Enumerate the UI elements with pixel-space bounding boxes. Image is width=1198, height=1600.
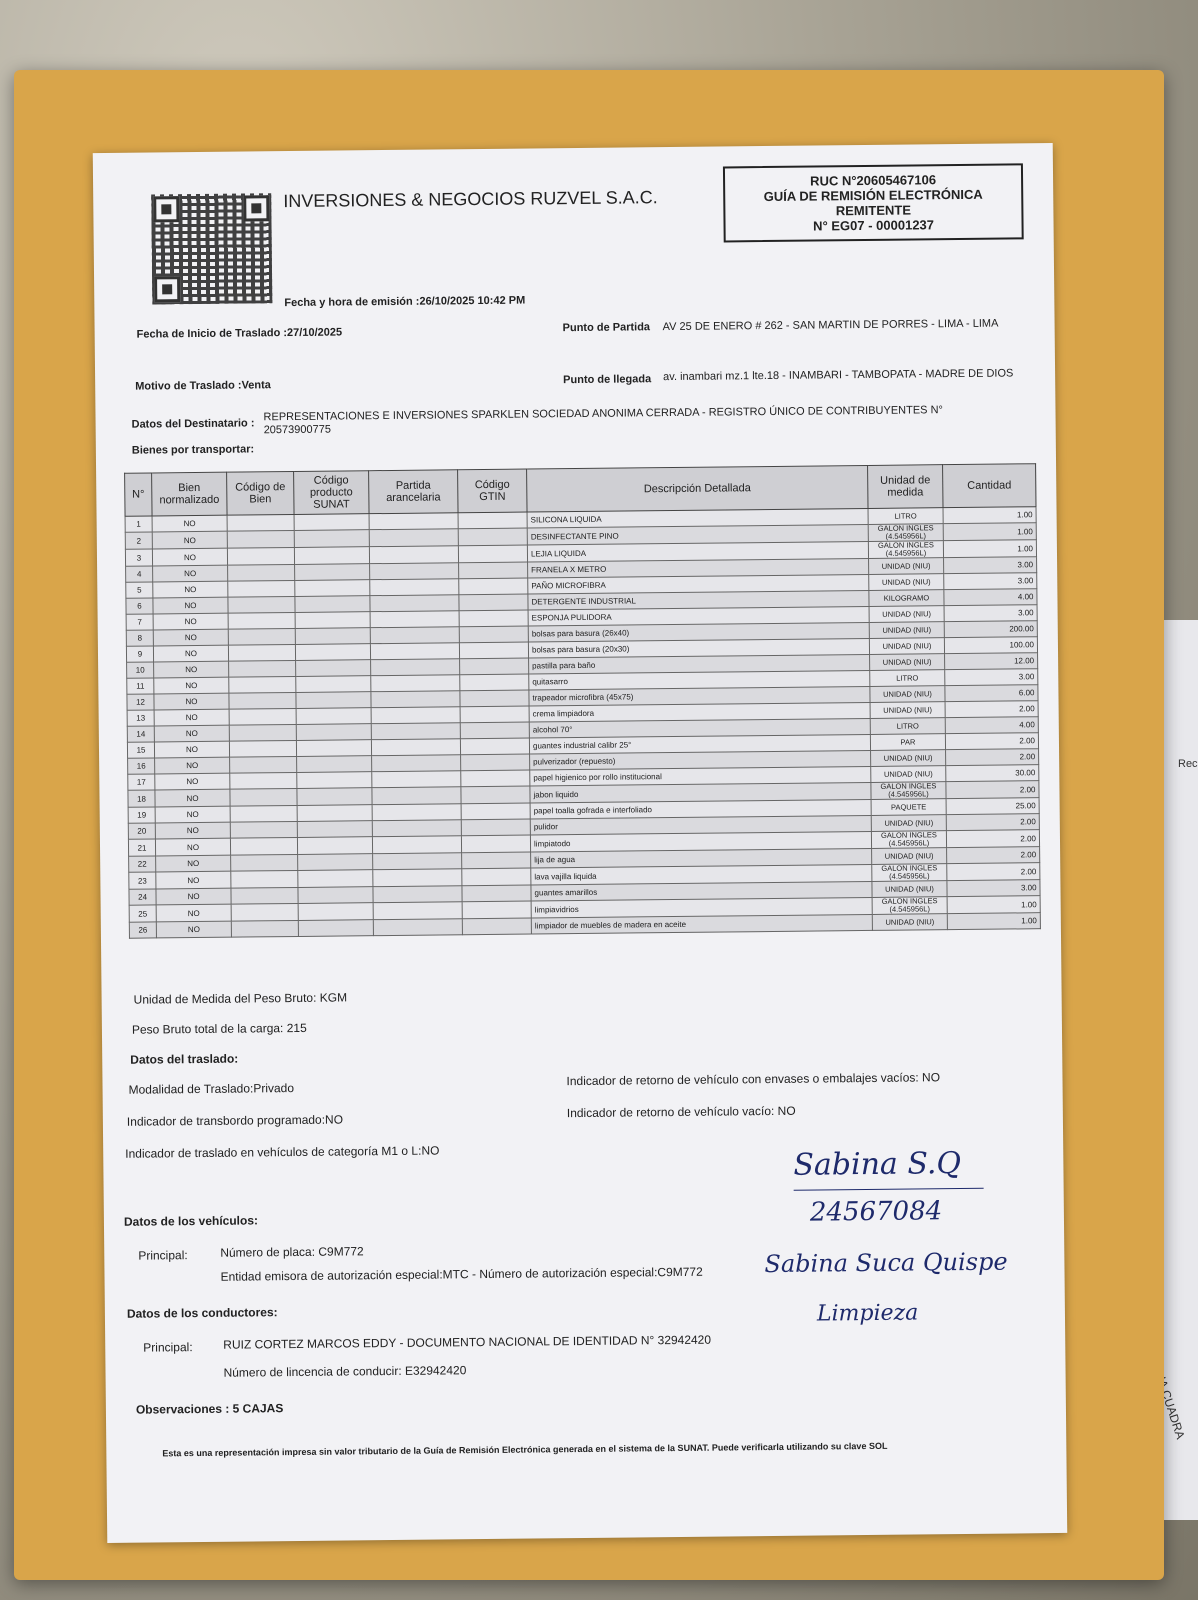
row-sunat-code	[295, 580, 370, 597]
row-sunat-code	[298, 903, 373, 921]
row-description: DESINFECTANTE PINO	[527, 524, 868, 545]
ruc-number: RUC N°20605467106	[810, 172, 937, 189]
row-quantity: 2.00	[947, 847, 1040, 864]
row-gtin	[460, 722, 529, 739]
qr-code	[151, 193, 272, 304]
side-text-vertical: CUADRA	[1158, 1388, 1188, 1441]
row-unit: UNIDAD (NIU)	[871, 815, 946, 832]
row-gtin	[462, 868, 531, 886]
row-sunat-code	[294, 547, 369, 565]
row-code	[231, 920, 298, 937]
row-number: 7	[126, 614, 153, 630]
row-unit: LITRO	[870, 718, 945, 735]
row-unit: UNIDAD (NIU)	[870, 702, 945, 719]
row-code	[227, 514, 294, 531]
handwritten-signature: Sabina S.Q	[793, 1146, 962, 1183]
row-description: crema limpiadora	[529, 702, 870, 722]
row-code	[229, 692, 296, 709]
emission-date: Fecha y hora de emisión :26/10/2025 10:42 PM	[284, 294, 526, 310]
row-description: pastilla para baño	[529, 654, 870, 674]
row-gtin	[459, 626, 528, 643]
row-code	[230, 788, 297, 806]
row-number: 9	[126, 646, 153, 662]
row-description: papel toalla gofrada e interfoliado	[530, 799, 871, 819]
transfer-start-date: Fecha de Inicio de Traslado :27/10/2025	[136, 326, 343, 341]
row-sunat-code	[294, 514, 369, 531]
row-normalized: NO	[156, 855, 231, 872]
row-number: 24	[129, 889, 156, 905]
row-number: 5	[126, 582, 153, 598]
transfer-data-heading: Datos del traslado:	[130, 1051, 239, 1067]
row-tariff	[373, 853, 462, 870]
row-quantity: 1.00	[947, 896, 1040, 914]
col-code: Código de Bien	[227, 471, 294, 515]
row-quantity: 2.00	[946, 781, 1039, 799]
row-normalized: NO	[152, 515, 227, 532]
row-description: alcohol 70°	[529, 718, 870, 738]
row-sunat-code	[298, 870, 373, 888]
row-sunat-code	[295, 628, 370, 645]
row-sunat-code	[298, 887, 373, 904]
row-quantity: 100.00	[944, 637, 1037, 654]
row-description: bolsas para basura (20x30)	[528, 638, 869, 658]
gross-weight-unit: Unidad de Medida del Peso Bruto: KGM	[133, 990, 348, 1007]
row-quantity: 3.00	[944, 557, 1037, 574]
row-sunat-code	[296, 676, 371, 693]
row-description: limpiatodo	[530, 831, 871, 852]
side-text-rec: Rec	[1178, 758, 1198, 770]
row-quantity: 3.00	[944, 573, 1037, 590]
row-tariff	[370, 595, 459, 612]
row-quantity: 1.00	[947, 913, 1040, 930]
row-number: 23	[129, 872, 156, 889]
row-number: 20	[128, 823, 155, 839]
row-unit: PAR	[870, 734, 945, 751]
row-normalized: NO	[156, 888, 231, 905]
row-gtin	[461, 786, 530, 804]
row-quantity: 6.00	[945, 685, 1038, 702]
recipient: REPRESENTACIONES E INVERSIONES SPARKLEN SOCIEDAD ANONIMA CERRADA - REGISTRO ÚNICO DE CONTRIBUYENTES N° 20573900775	[263, 404, 943, 437]
col-normalized: Bien normalizado	[152, 472, 227, 516]
row-description: papel higienico por rollo institucional	[530, 766, 871, 786]
row-sunat-code	[295, 612, 370, 629]
col-number: N°	[125, 473, 152, 516]
row-sunat-code	[297, 772, 372, 789]
row-number: 22	[129, 856, 156, 872]
row-code	[230, 772, 297, 789]
row-quantity: 4.00	[945, 717, 1038, 734]
row-normalized: NO	[153, 581, 228, 598]
row-code	[229, 660, 296, 677]
row-code	[229, 708, 296, 725]
driver-name: RUIZ CORTEZ MARCOS EDDY - DOCUMENTO NACIONAL DE IDENTIDAD N° 32942420	[223, 1332, 712, 1352]
doc-subtype: REMITENTE	[835, 202, 912, 219]
row-number: 17	[128, 774, 155, 790]
row-unit: UNIDAD (NIU)	[869, 606, 944, 623]
row-code	[228, 628, 295, 645]
row-code	[228, 612, 295, 629]
destination-label: Punto de llegada	[563, 373, 652, 387]
row-number: 25	[129, 905, 156, 922]
row-code	[231, 870, 298, 888]
company-name: INVERSIONES & NEGOCIOS RUZVEL S.A.C.	[283, 187, 658, 212]
row-code	[230, 821, 297, 838]
row-code	[227, 530, 294, 548]
row-number: 11	[127, 678, 154, 694]
row-tariff	[372, 804, 461, 821]
special-authorization: Entidad emisora de autorización especial:MTC - Número de autorización especial:C9M772	[220, 1264, 703, 1284]
plate-number: Número de placa: C9M772	[220, 1244, 364, 1260]
row-sunat-code	[297, 756, 372, 773]
row-gtin	[462, 885, 531, 902]
row-unit: UNIDAD (NIU)	[870, 686, 945, 703]
row-number: 3	[125, 549, 152, 566]
row-normalized: NO	[155, 773, 230, 790]
row-number: 4	[126, 566, 153, 582]
row-gtin	[462, 901, 531, 919]
row-number: 10	[127, 662, 154, 678]
row-quantity: 2.00	[947, 863, 1040, 881]
row-tariff	[371, 723, 460, 740]
row-gtin	[459, 562, 528, 579]
transfer-mode: Modalidad de Traslado:Privado	[128, 1081, 295, 1097]
row-quantity: 30.00	[946, 765, 1039, 782]
row-description: limpiador de muebles de madera en aceite	[531, 914, 872, 934]
row-sunat-code	[296, 724, 371, 741]
col-quantity: Cantidad	[943, 464, 1036, 508]
row-sunat-code	[297, 821, 372, 838]
row-gtin	[459, 642, 528, 659]
row-gtin	[460, 658, 529, 675]
row-tariff	[369, 546, 458, 564]
row-tariff	[372, 836, 461, 854]
row-quantity: 4.00	[944, 589, 1037, 606]
row-number: 16	[128, 758, 155, 774]
col-unit: Unidad de medida	[868, 465, 943, 509]
goods-label: Bienes por transportar:	[131, 443, 255, 457]
row-normalized: NO	[155, 822, 230, 839]
row-unit: GALON INGLES (4.545956L)	[871, 782, 946, 800]
row-code	[229, 676, 296, 693]
gross-weight-total: Peso Bruto total de la carga: 215	[131, 1020, 307, 1037]
transfer-reason: Motivo de Traslado :Venta	[135, 379, 271, 393]
vehicles-heading: Datos de los vehículos:	[123, 1213, 259, 1229]
row-normalized: NO	[154, 677, 229, 694]
row-normalized: NO	[154, 693, 229, 710]
row-tariff	[373, 919, 462, 936]
row-description: limpiavidrios	[531, 897, 872, 918]
row-description: guantes industrial calibr 25°	[529, 734, 870, 754]
row-description: pulidor	[530, 815, 871, 835]
row-code	[228, 580, 295, 597]
row-number: 1	[125, 516, 152, 532]
row-description: lava vajilla liquida	[531, 864, 872, 885]
vehicle-category: Indicador de traslado en vehículos de categoría M1 o L:NO	[125, 1143, 440, 1161]
row-number: 6	[126, 598, 153, 614]
items-table	[124, 463, 1041, 939]
row-quantity: 2.00	[945, 701, 1038, 718]
row-number: 2	[125, 532, 152, 549]
row-normalized: NO	[153, 565, 228, 582]
row-number: 19	[128, 807, 155, 823]
row-gtin	[458, 545, 527, 563]
handwritten-name: Sabina Suca Quispe	[764, 1247, 1008, 1279]
driver-license: Número de lincencia de conducir: E32942420	[223, 1363, 467, 1380]
row-number: 21	[128, 839, 155, 856]
row-normalized: NO	[155, 757, 230, 774]
row-unit: LITRO	[870, 670, 945, 687]
row-sunat-code	[296, 660, 371, 677]
row-code	[228, 564, 295, 581]
row-tariff	[372, 771, 461, 788]
row-code	[231, 903, 298, 921]
doc-type: GUÍA DE REMISIÓN ELECTRÓNICA	[763, 186, 983, 205]
row-quantity: 12.00	[945, 653, 1038, 670]
row-normalized: NO	[154, 725, 229, 742]
row-unit: UNIDAD (NIU)	[872, 914, 947, 931]
row-tariff	[371, 659, 460, 676]
row-description: PAÑO MICROFIBRA	[528, 574, 869, 594]
row-tariff	[372, 820, 461, 837]
row-description: trapeador microfibra (45x75)	[529, 686, 870, 706]
row-normalized: NO	[153, 629, 228, 646]
row-code	[231, 887, 298, 904]
row-unit: UNIDAD (NIU)	[869, 638, 944, 655]
handwritten-role: Limpieza	[816, 1300, 919, 1327]
row-quantity: 1.00	[943, 507, 1036, 524]
row-tariff	[370, 627, 459, 644]
col-description: Descripción Detallada	[527, 465, 868, 512]
driver-principal-label: Principal:	[143, 1340, 193, 1355]
row-unit: UNIDAD (NIU)	[871, 766, 946, 783]
signature-underline	[794, 1188, 984, 1191]
row-description: DETERGENTE INDUSTRIAL	[528, 590, 869, 610]
row-tariff	[371, 675, 460, 692]
row-gtin	[461, 754, 530, 771]
row-description: quitasarro	[529, 670, 870, 690]
row-unit: GALON INGLES (4.545956L)	[871, 831, 946, 849]
row-unit: UNIDAD (NIU)	[869, 558, 944, 575]
row-normalized: NO	[155, 789, 230, 807]
row-unit: KILOGRAMO	[869, 590, 944, 607]
row-sunat-code	[298, 920, 373, 937]
row-tariff	[369, 529, 458, 547]
row-number: 8	[126, 630, 153, 646]
row-normalized: NO	[155, 838, 230, 856]
row-sunat-code	[295, 644, 370, 661]
row-number: 18	[128, 790, 155, 807]
col-gtin: Código GTIN	[458, 469, 527, 513]
row-number: 14	[127, 726, 154, 742]
row-tariff	[371, 707, 460, 724]
row-description: SILICONA LIQUIDA	[527, 508, 868, 528]
ruc-box	[723, 163, 1024, 242]
row-gtin	[461, 770, 530, 787]
row-tariff	[371, 739, 460, 756]
row-unit: GALON INGLES (4.545956L)	[868, 541, 943, 559]
row-normalized: NO	[153, 645, 228, 662]
row-quantity: 1.00	[943, 540, 1036, 558]
row-normalized: NO	[154, 661, 229, 678]
row-quantity: 3.00	[944, 605, 1037, 622]
destination-address: av. inambari mz.1 lte.18 - INAMBARI - TAMBOPATA - MADRE DE DIOS	[663, 367, 1014, 384]
row-number: 12	[127, 694, 154, 710]
row-tariff	[370, 579, 459, 596]
row-gtin	[460, 690, 529, 707]
return-empty: Indicador de retorno de vehículo vacío: NO	[566, 1103, 796, 1121]
row-code	[230, 756, 297, 773]
row-description: guantes amarillos	[531, 881, 872, 901]
row-description: pulverizador (repuesto)	[530, 750, 871, 770]
row-gtin	[458, 512, 527, 529]
row-unit: UNIDAD (NIU)	[872, 881, 947, 898]
row-sunat-code	[298, 854, 373, 871]
row-number: 15	[127, 742, 154, 758]
row-normalized: NO	[152, 531, 227, 549]
row-tariff	[371, 691, 460, 708]
recipient-label: Datos del Destinatario :	[131, 417, 255, 431]
row-sunat-code	[296, 740, 371, 757]
col-sunat-code: Código producto SUNAT	[294, 471, 369, 515]
row-gtin	[461, 803, 530, 820]
row-gtin	[459, 578, 528, 595]
row-unit: UNIDAD (NIU)	[869, 622, 944, 639]
row-description: lija de agua	[531, 848, 872, 868]
row-quantity: 200.00	[944, 621, 1037, 638]
row-normalized: NO	[154, 709, 229, 726]
row-tariff	[370, 643, 459, 660]
row-unit: LITRO	[868, 508, 943, 525]
row-unit: PAQUETE	[871, 799, 946, 816]
transshipment: Indicador de transbordo programado:NO	[126, 1112, 344, 1129]
row-sunat-code	[297, 788, 372, 806]
row-code	[230, 837, 297, 855]
row-normalized: NO	[155, 806, 230, 823]
row-description: FRANELA X METRO	[528, 558, 869, 578]
row-sunat-code	[297, 837, 372, 855]
row-quantity: 25.00	[946, 798, 1039, 815]
row-normalized: NO	[156, 904, 231, 922]
row-unit: UNIDAD (NIU)	[870, 654, 945, 671]
row-gtin	[458, 528, 527, 546]
row-normalized: NO	[156, 921, 231, 938]
row-quantity: 2.00	[946, 814, 1039, 831]
row-code	[230, 805, 297, 822]
row-gtin	[462, 852, 531, 869]
row-gtin	[460, 674, 529, 691]
row-unit: GALON INGLES (4.545956L)	[872, 864, 947, 882]
row-code	[231, 854, 298, 871]
origin-label: Punto de Partida	[562, 321, 651, 335]
row-quantity: 3.00	[947, 880, 1040, 897]
observations: Observaciones : 5 CAJAS	[135, 1401, 284, 1417]
row-normalized: NO	[154, 741, 229, 758]
row-description: ESPONJA PULIDORA	[528, 606, 869, 626]
row-quantity: 2.00	[945, 733, 1038, 750]
row-normalized: NO	[152, 548, 227, 566]
row-code	[228, 644, 295, 661]
row-gtin	[462, 918, 531, 935]
row-tariff	[373, 869, 462, 887]
row-gtin	[461, 835, 530, 853]
row-gtin	[459, 610, 528, 627]
row-code	[229, 724, 296, 741]
row-tariff	[370, 611, 459, 628]
row-gtin	[460, 738, 529, 755]
row-tariff	[369, 513, 458, 530]
return-containers: Indicador de retorno de vehículo con envases o embalajes vacíos: NO	[566, 1070, 941, 1089]
row-tariff	[372, 755, 461, 772]
row-unit: GALON INGLES (4.545956L)	[872, 897, 947, 915]
legal-note: Esta es una representación impresa sin valor tributario de la Guía de Remisión Electrónica generada en el sistema de la SUNAT. Puede verificarla utilizando su clave SOL	[162, 1440, 888, 1459]
handwritten-id: 24567084	[809, 1196, 943, 1228]
row-sunat-code	[295, 564, 370, 581]
row-code	[227, 547, 294, 565]
row-description: bolsas para basura (26x40)	[528, 622, 869, 642]
row-sunat-code	[295, 596, 370, 613]
shipping-guide-document	[93, 143, 1068, 1543]
row-normalized: NO	[153, 613, 228, 630]
row-sunat-code	[296, 692, 371, 709]
row-sunat-code	[294, 530, 369, 548]
row-tariff	[372, 787, 461, 805]
row-quantity: 1.00	[943, 523, 1036, 541]
row-code	[228, 596, 295, 613]
row-unit: UNIDAD (NIU)	[871, 750, 946, 767]
vehicle-principal-label: Principal:	[138, 1248, 188, 1263]
row-number: 13	[127, 710, 154, 726]
row-sunat-code	[297, 805, 372, 822]
row-description: jabon liquido	[530, 782, 871, 803]
row-normalized: NO	[156, 871, 231, 889]
row-code	[229, 740, 296, 757]
row-quantity: 2.00	[946, 830, 1039, 848]
row-quantity: 2.00	[946, 749, 1039, 766]
row-tariff	[373, 902, 462, 920]
row-tariff	[373, 886, 462, 903]
drivers-heading: Datos de los conductores:	[126, 1305, 278, 1321]
row-normalized: NO	[153, 597, 228, 614]
col-tariff: Partida arancelaria	[369, 470, 458, 514]
row-number: 26	[129, 922, 156, 938]
row-unit: GALON INGLES (4.545956L)	[868, 524, 943, 542]
row-description: LEJIA LIQUIDA	[527, 541, 868, 562]
row-tariff	[370, 563, 459, 580]
row-gtin	[461, 819, 530, 836]
row-gtin	[460, 706, 529, 723]
row-gtin	[459, 594, 528, 611]
row-unit: UNIDAD (NIU)	[869, 574, 944, 591]
row-quantity: 3.00	[945, 669, 1038, 686]
row-unit: UNIDAD (NIU)	[872, 848, 947, 865]
origin-address: AV 25 DE ENERO # 262 - SAN MARTIN DE PORRES - LIMA - LIMA	[662, 317, 999, 334]
row-sunat-code	[296, 708, 371, 725]
doc-number: N° EG07 - 00001237	[813, 217, 935, 234]
